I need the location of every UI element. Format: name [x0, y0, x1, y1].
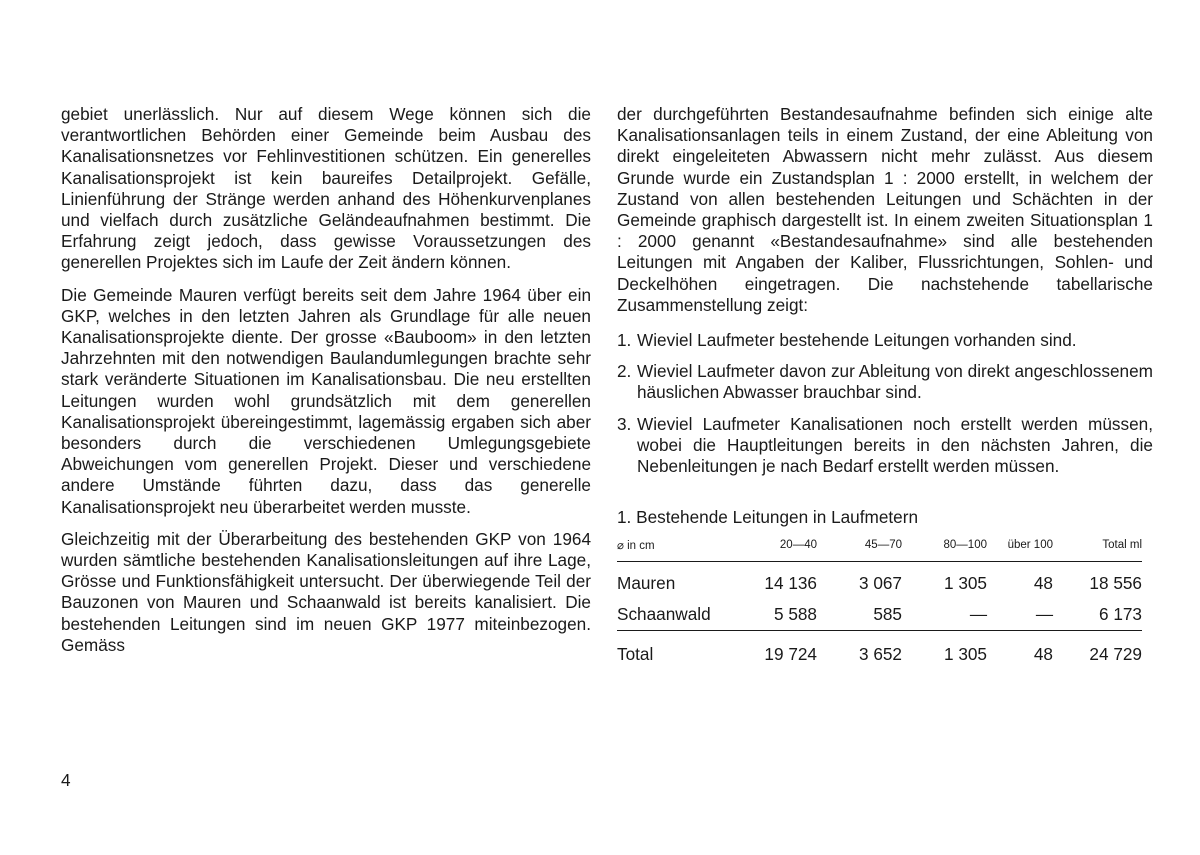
cell: 48 — [987, 631, 1053, 671]
cell: 24 729 — [1053, 631, 1142, 671]
cell: — — [969, 604, 987, 625]
list-number: 2. — [617, 361, 632, 382]
list-item — [617, 414, 1153, 478]
list-text: Wieviel Laufmeter bestehende Leitungen vorhanden sind. — [637, 330, 1077, 351]
cell: 19 724 — [739, 631, 817, 671]
cell: 585 — [873, 604, 902, 625]
list-text: Wieviel Laufmeter davon zur Ableitung von direkt angeschlossenem häuslichen Abwasser brauchbar sind. — [637, 361, 1153, 403]
cell: 1 305 — [943, 573, 987, 594]
header-45-70: 45—70 — [817, 530, 902, 562]
cell: 5 588 — [773, 604, 817, 625]
header-total: Total ml — [1053, 530, 1142, 562]
header-80-100: 80—100 — [902, 530, 987, 562]
cell: 48 — [1033, 573, 1053, 594]
header-diameter: ⌀ in cm — [617, 530, 739, 562]
list-text: Wieviel Laufmeter Kanalisationen noch erstellt werden müssen, wobei die Hauptleitungen bereits in den nächsten Jahren, die Nebenleitungen je nach Bedarf erstellt werden müssen. — [637, 413, 1153, 477]
table-total-row — [617, 631, 1142, 671]
table-header-row — [617, 530, 1142, 562]
table-title: 1. Bestehende Leitungen in Laufmetern — [617, 507, 919, 528]
cell: Mauren — [617, 573, 676, 594]
page-number: 4 — [61, 770, 71, 790]
cell: Schaanwald — [617, 604, 711, 625]
cell: 18 556 — [1089, 573, 1142, 594]
cell: 1 305 — [902, 631, 987, 671]
list-number: 3. — [617, 413, 632, 434]
numbered-list — [617, 330, 1153, 477]
list-item — [617, 330, 1153, 351]
paragraph: der durchgeführten Bestandesaufnahme befinden sich einige alte Kanalisationsanlagen teils in einem Zustand, der eine Ableitung von direkt eingeleiteten Abwassern nicht mehr zulässt. Aus diesem Grunde wurde ein Zustandsplan 1 : 2000 erstellt, in welchem der Zustand von allen bestehenden Leitungen und Schächten in der Gemeinde graphisch dargestellt ist. In einem zweiten Situationsplan 1 : 2000 genannt «Bestandesaufnahme» sind alle bestehenden Leitungen mit Angaben der Kaliber, Flussrichtungen, Sohlen- und Deckelhöhen eingetragen. Die nachstehende tabellarische Zusammenstellung zeigt: — [617, 104, 1153, 315]
cell: Total — [617, 631, 739, 671]
left-column — [61, 104, 591, 656]
cell: 6 173 — [1098, 604, 1142, 625]
cell: 3 652 — [817, 631, 902, 671]
table-row — [617, 599, 1142, 631]
paragraph: gebiet unerlässlich. Nur auf diesem Wege können sich die verantwortlichen Behörden einer Gemeinde beim Ausbau des Kanalisationsnetzes vor Fehlinvestitionen schützen. Ein generelles Kanalisationsprojekt ist kein baureifes Detailprojekt. Gefälle, Linienführung der Stränge werden anhand des Höhenkurvenplanes und vielfach durch zusätzliche Geländeaufnahmen bestimmt. Die Erfahrung zeigt jedoch, dass gewisse Voraussetzungen des generellen Projektes sich im Laufe der Zeit ändern können. — [61, 104, 591, 273]
cell: 3 067 — [858, 573, 902, 594]
list-number: 1. — [617, 330, 632, 351]
list-item — [617, 361, 1153, 403]
header-over-100: über 100 — [987, 530, 1053, 562]
cell: — — [1035, 604, 1053, 625]
cell: 14 136 — [764, 573, 817, 594]
paragraph: Die Gemeinde Mauren verfügt bereits seit dem Jahre 1964 über ein GKP, welches in den letzten Jahren als Grundlage für alle neuen Kanalisationsprojekte diente. Der grosse «Bauboom» in den letzten Jahrzehnten mit den notwendigen Baulandumlegungen brachte sehr stark veränderte Situationen im Kanalisationsbau. Die neu erstellten Leitungen wurden wohl grundsätzlich mit dem generellen Kanalisationsprojekt übereingestimmt, lagemässig ergaben sich aber besonders durch die verschiedenen Umlegungsgebiete Abweichungen vom generellen Projekt. Dieser und verschiedene andere Umstände führten dazu, dass das generelle Kanalisationsprojekt neu überarbeitet werden musste. — [61, 284, 591, 517]
paragraph: Gleichzeitig mit der Überarbeitung des bestehenden GKP von 1964 wurden sämtliche bestehenden Kanalisationsleitungen auf ihre Lage, Grösse und Funktionsfähigkeit untersucht. Der überwiegende Teil der Bauzonen von Mauren und Schaanwald ist bereits kanalisiert. Die bestehenden Leitungen sind im neuen GKP 1977 miteinbezogen. Gemäss — [61, 528, 591, 655]
header-20-40: 20—40 — [739, 530, 817, 562]
pipes-table — [617, 530, 1142, 670]
table-row — [617, 562, 1142, 600]
right-column — [617, 104, 1153, 670]
